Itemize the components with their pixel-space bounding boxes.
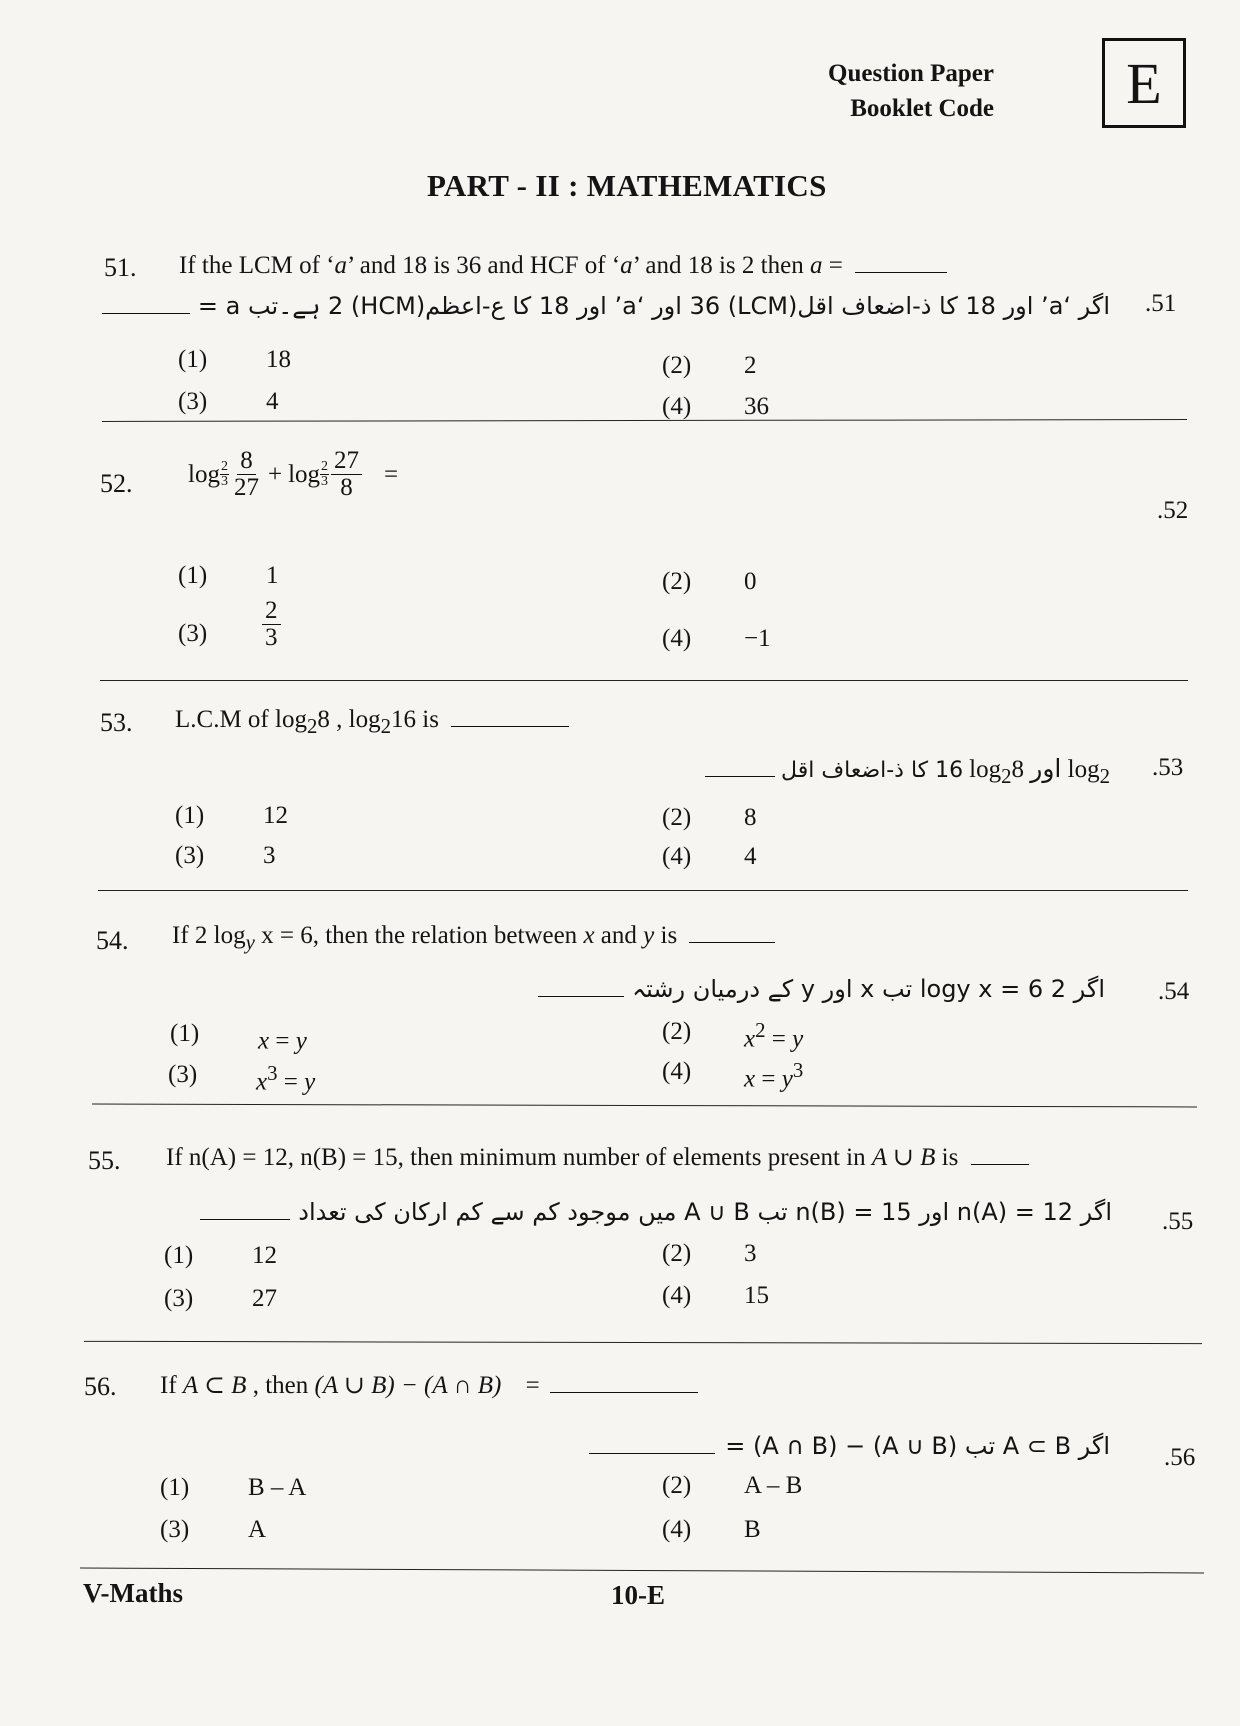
option-value: 4 (744, 843, 757, 870)
superscript: 3 (792, 1058, 804, 1082)
question-56-urdu (589, 1432, 1110, 1460)
footer-page-number: 10-E (611, 1580, 665, 1610)
q53-text-part: L.C.M of log (175, 706, 307, 733)
set-expression: A ∪ B (871, 1144, 936, 1171)
q54-option-4 (662, 1058, 804, 1093)
question-56-number: 56. (84, 1372, 117, 1401)
math-op: = (269, 1027, 296, 1055)
option-label: (1) (164, 1242, 194, 1269)
q55-text-part: is (935, 1144, 959, 1171)
math-var: x (258, 1027, 270, 1055)
option-value: 12 (252, 1242, 277, 1269)
answer-blank (705, 776, 775, 777)
answer-blank (589, 1453, 715, 1454)
option-value: 1 (266, 562, 279, 589)
q51-urdu-text: اگر ‘a’ اور 18 کا ذ-اضعاف اقل(LCM) 36 اور ‘a’ اور 18 کا ع-اعظم(HCM) 2 ہے۔تب a = (197, 292, 1110, 320)
q53-option-4 (662, 843, 757, 871)
q51-option-3 (178, 388, 279, 416)
booklet-code-letter: E (1126, 50, 1162, 116)
log-base-fraction (220, 460, 229, 489)
option-value: 12 (263, 802, 288, 829)
option-label: (2) (662, 1018, 692, 1045)
set-expression: (A ∪ B) − (A ∩ B) (314, 1372, 502, 1399)
option-value: 2 (744, 352, 757, 379)
option-value: 27 (252, 1285, 277, 1312)
answer-blank (538, 996, 624, 997)
option-value: 3 (744, 1240, 757, 1267)
subscript: 2 (1001, 764, 1012, 788)
answer-blank (689, 942, 775, 943)
q53-urdu-math (969, 754, 1110, 789)
question-55-number: 55. (88, 1146, 121, 1175)
q56-option-1 (160, 1474, 307, 1502)
q56-urdu-text: اگر A ⊂ B تب (A ∪ B) − (A ∩ B) = (725, 1432, 1110, 1460)
q53-urdu-part: 8 اور log (1011, 756, 1100, 783)
q52-option-3-fraction (262, 598, 281, 652)
math-op: = (277, 1068, 305, 1096)
question-56-text (160, 1370, 698, 1400)
option-value (744, 1058, 803, 1093)
option-value: 0 (744, 568, 757, 595)
question-54-urdu (538, 975, 1105, 1003)
question-55-text (166, 1142, 1029, 1172)
option-value: B – A (248, 1474, 307, 1501)
option-value: 18 (266, 346, 291, 373)
q51-option-1 (178, 346, 291, 374)
option-label: (1) (170, 1020, 200, 1047)
q54-text-part: and (594, 922, 644, 949)
question-56-urdu-number: .56 (1164, 1444, 1196, 1471)
fraction-numerator: 2 (262, 598, 281, 625)
answer-blank (855, 272, 947, 273)
q54-option-3 (168, 1061, 316, 1096)
q55-option-2 (662, 1240, 757, 1268)
q56-option-4 (662, 1516, 761, 1544)
divider (92, 1104, 1197, 1108)
question-55-urdu (200, 1198, 1112, 1226)
q51-text-part: If the LCM of ‘ (179, 252, 335, 279)
option-value: A (248, 1516, 267, 1543)
question-51-urdu-number: .51 (1145, 290, 1177, 317)
answer-blank (200, 1219, 290, 1220)
fraction-numerator: 27 (331, 448, 362, 475)
option-value: 36 (744, 393, 769, 420)
option-label: (4) (662, 843, 692, 870)
q55-option-3 (164, 1285, 277, 1313)
fraction-denominator: 27 (233, 474, 259, 502)
booklet-code-label (828, 56, 994, 126)
option-label: (4) (662, 1058, 692, 1085)
option-label: (3) (178, 620, 208, 647)
fraction (331, 448, 362, 502)
subscript: y (245, 930, 255, 954)
q51-text-part: ’ and 18 is 36 and HCF of ‘ (347, 252, 621, 279)
option-label: (3) (168, 1061, 198, 1088)
option-label: (1) (160, 1474, 190, 1501)
q51-text-part: ’ and 18 is 2 then (632, 252, 810, 279)
q55-option-4 (662, 1282, 769, 1310)
option-label: (1) (178, 346, 208, 373)
q56-text-part: , then (246, 1372, 315, 1399)
booklet-code-box (1102, 38, 1186, 128)
answer-blank (102, 313, 190, 314)
footer-divider (80, 1568, 1204, 1574)
q56-text-part: If (160, 1372, 183, 1399)
equals-sign: = (525, 1372, 540, 1399)
divider (100, 680, 1188, 681)
math-var: x (256, 1068, 268, 1096)
question-54-number: 54. (96, 926, 129, 955)
question-54-text (172, 922, 775, 955)
part-title: PART - II : MATHEMATICS (427, 168, 827, 203)
q51-var: a (334, 252, 348, 279)
option-label: (4) (662, 1516, 692, 1543)
q52-option-3 (178, 620, 207, 648)
question-52-expression (188, 448, 398, 502)
question-53-urdu (705, 754, 1110, 789)
math-var: y (304, 1068, 316, 1096)
divider (84, 1341, 1202, 1344)
q53-option-1 (175, 802, 288, 830)
q53-urdu-part: log (969, 756, 1002, 783)
subscript: 2 (1099, 764, 1110, 788)
option-value (744, 1018, 803, 1053)
option-value: 8 (744, 804, 757, 831)
question-52-urdu-number: .52 (1157, 497, 1189, 524)
option-label: (3) (175, 842, 205, 869)
fraction-numerator: 8 (237, 448, 256, 475)
question-51-text (179, 252, 947, 280)
option-label: (2) (662, 1472, 692, 1499)
option-label: (2) (662, 1240, 692, 1267)
option-value: −1 (744, 625, 771, 652)
q53-text-part: 16 is (391, 706, 439, 733)
math-var: y (792, 1025, 804, 1053)
question-53-number: 53. (100, 708, 133, 737)
math-op: = (765, 1025, 793, 1053)
question-55-urdu-number: .55 (1162, 1208, 1194, 1235)
q54-option-2 (662, 1018, 804, 1053)
q55-option-1 (164, 1242, 277, 1270)
subscript: 2 (306, 714, 318, 738)
q54-text-part: is (654, 922, 678, 949)
q54-option-1 (170, 1020, 307, 1055)
option-label: (3) (160, 1516, 190, 1543)
superscript: 2 (755, 1018, 766, 1042)
fraction-denominator: 3 (265, 624, 278, 652)
option-label: (2) (662, 568, 692, 595)
option-label: (3) (178, 388, 208, 415)
q54-urdu-text: اگر 2 logy x = 6 تب x اور y کے درمیان رشتہ (632, 975, 1105, 1003)
fraction-denominator: 3 (321, 474, 329, 490)
q51-var: a (809, 252, 823, 279)
q51-option-4 (662, 393, 769, 421)
math-var: y (781, 1065, 793, 1093)
subscript: 2 (380, 714, 391, 738)
q55-text-part: If n(A) = 12, n(B) = 15, then minimum number of elements present in (166, 1144, 872, 1171)
option-label: (1) (178, 562, 208, 589)
q52-option-2 (662, 568, 757, 596)
question-54-urdu-number: .54 (1158, 978, 1190, 1005)
booklet-code-label-line2: Booklet Code (850, 95, 994, 122)
footer-subject: V-Maths (83, 1578, 183, 1608)
option-value: A – B (744, 1472, 803, 1499)
q54-var: x (583, 922, 595, 949)
q51-text-part: = (822, 252, 843, 279)
option-label: (2) (662, 804, 692, 831)
set-condition: A ⊂ B (182, 1372, 247, 1399)
divider (102, 419, 1187, 422)
q53-option-3 (175, 842, 276, 870)
q54-text-part: x = 6, then the relation between (254, 922, 584, 949)
option-label: (1) (175, 802, 205, 829)
option-label: (4) (662, 393, 692, 420)
q52-option-4 (662, 625, 771, 653)
equals-sign: = (384, 460, 399, 488)
fraction-numerator: 2 (220, 459, 228, 475)
option-value (256, 1061, 315, 1096)
fraction-denominator: 8 (340, 474, 353, 502)
option-value (258, 1020, 307, 1055)
fraction-denominator: 3 (220, 474, 228, 490)
q53-urdu-text: 16 کا ذ-اضعاف اقل (781, 758, 964, 783)
option-label: (3) (164, 1285, 194, 1312)
booklet-code-label-line1: Question Paper (828, 60, 994, 87)
answer-blank (451, 726, 569, 727)
q54-var: y (643, 922, 655, 949)
log-base-fraction (320, 460, 329, 489)
question-52-number: 52. (100, 469, 133, 498)
q51-var: a (620, 252, 633, 279)
q53-text-part: 8 , log (317, 706, 381, 733)
question-53-urdu-number: .53 (1152, 754, 1184, 781)
math-op: = (755, 1065, 782, 1093)
question-51-urdu (102, 292, 1110, 320)
q56-option-2 (662, 1472, 803, 1500)
log-text: log (288, 460, 321, 488)
plus-sign: + (267, 460, 283, 488)
q52-option-1 (178, 562, 279, 590)
math-var: y (295, 1027, 307, 1055)
math-var: x (744, 1025, 756, 1053)
option-value: B (744, 1516, 761, 1543)
option-value: 15 (744, 1282, 769, 1309)
fraction (231, 448, 262, 502)
q51-option-2 (662, 352, 757, 380)
q54-text-part: If 2 log (172, 922, 246, 949)
answer-blank (550, 1392, 698, 1393)
option-label: (4) (662, 625, 692, 652)
answer-blank (971, 1164, 1029, 1165)
question-51-number: 51. (104, 253, 137, 282)
option-value: 4 (266, 388, 279, 415)
q56-option-3 (160, 1516, 267, 1544)
superscript: 3 (267, 1061, 278, 1085)
divider (98, 890, 1188, 891)
option-label: (2) (662, 352, 692, 379)
q55-urdu-text: اگر n(A) = 12 اور n(B) = 15 تب A ∪ B میں موجود کم سے کم ارکان کی تعداد (298, 1198, 1112, 1226)
math-var: x (744, 1065, 756, 1093)
question-53-text (175, 706, 569, 739)
q53-option-2 (662, 804, 757, 832)
log-text: log (188, 460, 220, 488)
option-label: (4) (662, 1282, 692, 1309)
option-value: 3 (263, 842, 276, 869)
fraction-numerator: 2 (321, 459, 329, 475)
